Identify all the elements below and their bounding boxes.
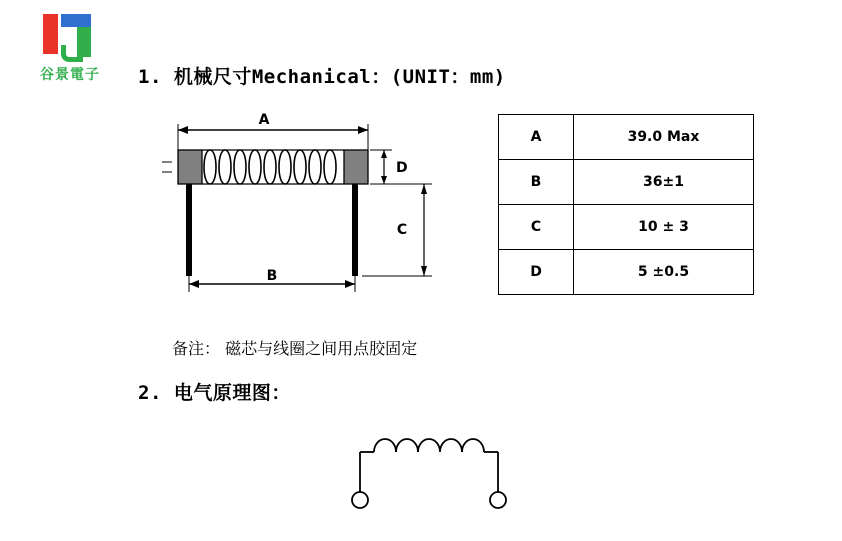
dimension-value: 5 ±0.5 — [574, 250, 754, 295]
dimension-label-a: A — [258, 112, 270, 128]
mechanical-note: 备注： 磁芯与线圈之间用点胶固定 — [172, 339, 418, 358]
dimension-label-b: B — [266, 268, 278, 284]
table-row — [499, 205, 754, 250]
company-logo — [18, 12, 122, 92]
dimension-value: 36±1 — [574, 160, 754, 205]
dimension-symbol: A — [499, 115, 574, 160]
mechanical-drawing — [140, 100, 460, 320]
logo-company-name: 谷景電子 — [40, 67, 100, 83]
dimension-symbol: B — [499, 160, 574, 205]
electrical-schematic — [330, 420, 530, 530]
mechanical-section-heading: 1. 机械尺寸Mechanical：(UNIT：mm) — [138, 66, 506, 88]
gj-logo-mark-icon — [39, 12, 101, 60]
table-row — [499, 115, 754, 160]
dimension-symbol: D — [499, 250, 574, 295]
logo-blue-bar — [61, 14, 91, 27]
dimension-table — [498, 114, 754, 295]
table-row — [499, 250, 754, 295]
logo-red-bar — [43, 14, 58, 54]
dimension-label-c: C — [396, 222, 408, 238]
dimension-value: 10 ± 3 — [574, 205, 754, 250]
dimension-value: 39.0 Max — [574, 115, 754, 160]
dimension-label-d: D — [396, 160, 408, 176]
table-row — [499, 160, 754, 205]
dimension-symbol: C — [499, 205, 574, 250]
schematic-section-heading: 2. 电气原理图： — [138, 382, 291, 404]
logo-green-hook — [61, 45, 83, 62]
